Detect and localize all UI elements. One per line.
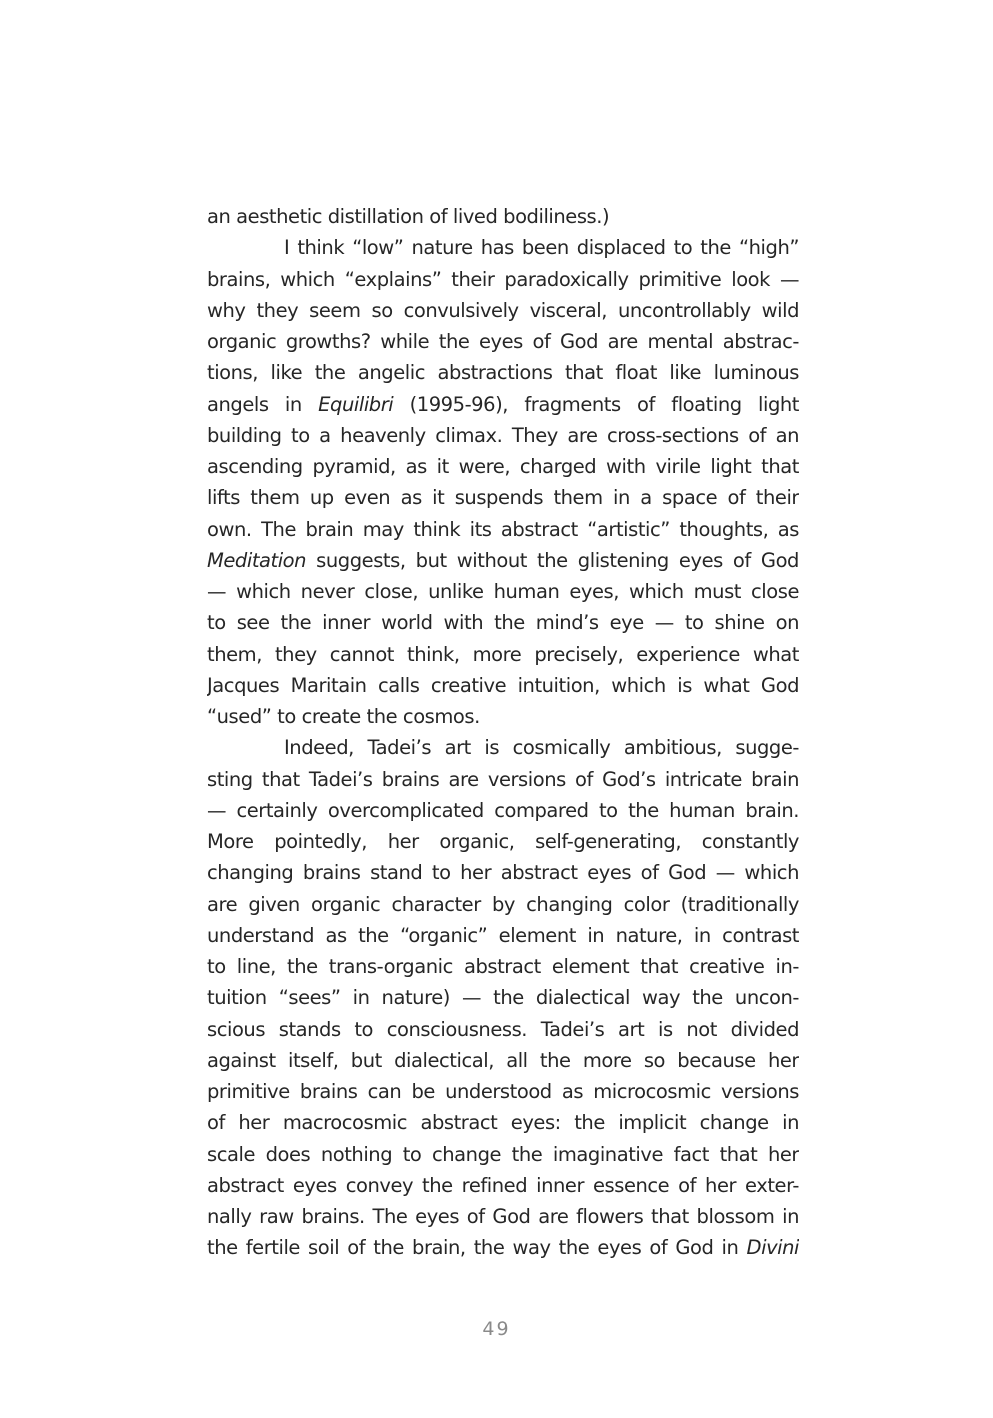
text-line: scale does nothing to change the imaginative fact that her <box>207 1142 799 1166</box>
text-line <box>207 389 799 420</box>
text-line: tions, like the angelic abstractions that float like luminous <box>207 361 799 385</box>
text-line: changing brains stand to her abstract eyes of God — which <box>207 861 799 885</box>
text-line: own. The brain may think its abstract “artistic” thoughts, as <box>207 517 799 541</box>
text-line: More pointedly, her organic, self-generating, constantly <box>207 830 799 853</box>
text-line: of her macrocosmic abstract eyes: the implicit change in <box>207 1111 799 1135</box>
text-line: scious stands to consciousness. Tadei’s art is not divided <box>207 1017 799 1041</box>
page-number: 49 <box>482 1318 511 1340</box>
text-line: brains, which “explains” their paradoxically primitive look — <box>207 267 799 291</box>
text-line: understand as the “organic” element in nature, in contrast <box>207 923 799 947</box>
body-text <box>207 201 799 1264</box>
text-line: “used” to create the cosmos. <box>207 705 480 728</box>
text-line: them, they cannot think, more precisely, experience what <box>207 642 799 666</box>
text-line: Indeed, Tadei’s art is cosmically ambitious, sugge- <box>284 736 799 760</box>
text-line: against itself, but dialectical, all the more so because her <box>207 1048 799 1072</box>
text-line: to line, the trans-organic abstract element that creative in- <box>207 955 799 978</box>
text-line: ascending pyramid, as it were, charged with virile light that <box>207 455 799 478</box>
text-segment: the fertile soil of the brain, the way the eyes of God in <box>207 1236 747 1260</box>
text-line: abstract eyes convey the refined inner essence of her exter- <box>207 1173 799 1197</box>
text-line: to see the inner world with the mind’s eye — to shine on <box>207 611 799 635</box>
text-line: nally raw brains. The eyes of God are flowers that blossom in <box>207 1205 799 1228</box>
text-segment: (1995-96), fragments of floating light <box>393 392 799 416</box>
text-line: why they seem so convulsively visceral, uncontrollably wild <box>207 298 799 322</box>
text-line: — which never close, unlike human eyes, which must close <box>207 580 799 603</box>
italic-title: Equilibri <box>318 392 394 416</box>
text-line <box>207 545 799 576</box>
text-line: organic growths? while the eyes of God are mental abstrac- <box>207 330 799 353</box>
italic-title: Meditation <box>207 548 307 572</box>
text-line <box>207 1232 799 1263</box>
text-segment: suggests, but without the glistening eyes of God <box>306 548 799 572</box>
text-line: an aesthetic distillation of lived bodiliness.) <box>207 205 610 228</box>
text-line: are given organic character by changing color (traditionally <box>207 892 799 916</box>
text-line: tuition “sees” in nature) — the dialectical way the uncon- <box>207 986 799 1010</box>
text-line: primitive brains can be understood as microcosmic versions <box>207 1080 799 1103</box>
italic-title: Divini <box>746 1236 799 1260</box>
text-line: — certainly overcomplicated compared to the human brain. <box>207 798 799 822</box>
text-line: Jacques Maritain calls creative intuition, which is what God <box>207 673 799 697</box>
text-line: sting that Tadei’s brains are versions of God’s intricate brain <box>207 767 799 791</box>
text-segment: angels in <box>207 392 319 416</box>
text-line: I think “low” nature has been displaced to the “high” <box>284 236 799 260</box>
text-line: building to a heavenly climax. They are cross-sections of an <box>207 423 799 447</box>
text-line: lifts them up even as it suspends them in a space of their <box>207 486 799 510</box>
